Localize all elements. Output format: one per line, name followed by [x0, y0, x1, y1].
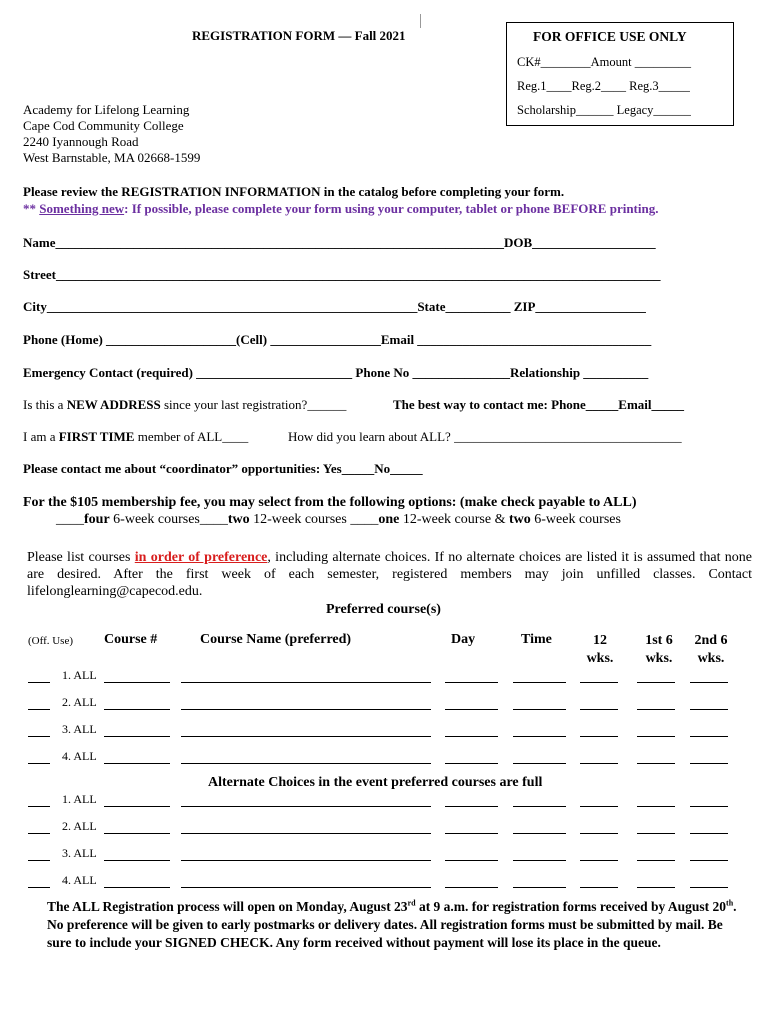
mailing-address	[23, 102, 200, 166]
twelve-weeks-blank[interactable]	[580, 682, 618, 683]
footer-sup2: th	[726, 898, 734, 908]
office-reg-line: Reg.1____Reg.2____ Reg.3_____	[517, 79, 690, 93]
office-use-blank[interactable]	[28, 709, 50, 710]
option-blank: ____	[56, 512, 84, 527]
footer-part1: The ALL Registration process will open on Monday, August 23	[47, 899, 408, 914]
footer-part2: at 9 a.m. for registration forms received by August 20	[415, 899, 727, 914]
course-name-blank[interactable]	[181, 887, 431, 888]
office-use-blank[interactable]	[28, 806, 50, 807]
first-six-blank[interactable]	[637, 860, 675, 861]
street-field[interactable]: Street_____________________________________________________________________________________________	[23, 267, 661, 282]
office-check-line: CK#________Amount _________	[517, 55, 691, 69]
option-two-text: 12-week courses ____	[249, 512, 379, 527]
day-blank[interactable]	[445, 887, 498, 888]
first-time-question[interactable]	[23, 429, 248, 445]
course-number-blank[interactable]	[104, 887, 170, 888]
footer-part3: . No preference will be given to early postmarks or delivery dates. All registration forms must be submitted by mail. Be sure to include your SIGNED CHECK. Any form received without payment will lose its place in the queue.	[47, 899, 737, 950]
option-two-six: two	[508, 512, 531, 527]
notice-body: : If possible, please complete your form using your computer, tablet or phone BEFORE printing.	[124, 201, 659, 216]
option-one: one	[378, 512, 400, 527]
first-six-weeks-header	[636, 632, 682, 668]
city-state-zip-field[interactable]: City_________________________________________________________State__________ ZIP_________________	[23, 299, 646, 314]
day-blank[interactable]	[445, 736, 498, 737]
twelve-weeks-blank[interactable]	[580, 860, 618, 861]
office-use-blank[interactable]	[28, 682, 50, 683]
time-header: Time	[521, 632, 552, 647]
second-six-blank[interactable]	[690, 860, 728, 861]
course-name-blank[interactable]	[181, 860, 431, 861]
twelve-weeks-header	[582, 632, 618, 668]
phone-email-field[interactable]: Phone (Home) ____________________(Cell) _________________Email ____________________________________	[23, 332, 652, 347]
time-blank[interactable]	[513, 763, 566, 764]
first-six-blank[interactable]	[637, 833, 675, 834]
new-address-pre: Is this a	[23, 397, 67, 412]
address-line: West Barnstable, MA 02668-1599	[23, 150, 201, 165]
option-two-six-text: 6-week courses	[530, 512, 621, 527]
course-number-blank[interactable]	[104, 763, 170, 764]
second-six-top: 2nd 6	[694, 633, 728, 648]
membership-options[interactable]	[56, 512, 621, 528]
second-six-blank[interactable]	[690, 806, 728, 807]
course-name-blank[interactable]	[181, 763, 431, 764]
first-time-bold: FIRST TIME	[58, 429, 135, 444]
membership-fee-heading: For the $105 membership fee, you may select from the following options: (make check payable to ALL)	[23, 495, 637, 510]
office-use-blank[interactable]	[28, 887, 50, 888]
review-notice: Please review the REGISTRATION INFORMATION in the catalog before completing your form.	[23, 184, 565, 199]
preferred-courses-heading: Preferred course(s)	[326, 602, 441, 617]
row-label: 2. ALL	[62, 695, 97, 709]
row-label: 2. ALL	[62, 819, 97, 833]
row-label: 1. ALL	[62, 668, 97, 682]
office-scholarship-line: Scholarship______ Legacy______	[517, 103, 691, 117]
time-blank[interactable]	[513, 833, 566, 834]
order-of-preference-highlight: in order of preference	[134, 550, 268, 565]
form-title: REGISTRATION FORM — Fall 2021	[192, 28, 406, 43]
twelve-weeks-blank[interactable]	[580, 833, 618, 834]
footer-sup1: rd	[407, 898, 416, 908]
instructions-post: , including alternate choices. If no alternate choices are listed it is assumed that none are desired. After the first week of each semester, registered members may join unfilled classes. Contact lifelonglearning@capecod.edu.	[27, 550, 753, 599]
first-six-blank[interactable]	[637, 682, 675, 683]
day-blank[interactable]	[445, 682, 498, 683]
day-header: Day	[451, 632, 476, 647]
first-six-blank[interactable]	[637, 806, 675, 807]
twelve-weeks-bottom: wks.	[586, 651, 614, 666]
first-six-blank[interactable]	[637, 736, 675, 737]
new-address-bold: NEW ADDRESS	[66, 397, 161, 412]
row-label: 3. ALL	[62, 722, 97, 736]
emergency-contact-field[interactable]: Emergency Contact (required) ________________________ Phone No _______________Relationship __________	[23, 365, 649, 380]
address-line: 2240 Iyannough Road	[23, 134, 139, 149]
time-blank[interactable]	[513, 709, 566, 710]
second-six-blank[interactable]	[690, 833, 728, 834]
office-use-blank[interactable]	[28, 860, 50, 861]
second-six-blank[interactable]	[690, 682, 728, 683]
time-blank[interactable]	[513, 887, 566, 888]
course-name-blank[interactable]	[181, 736, 431, 737]
twelve-weeks-blank[interactable]	[580, 887, 618, 888]
new-feature-notice	[23, 201, 658, 217]
address-line: Cape Cod Community College	[23, 118, 184, 133]
name-dob-field[interactable]: Name_____________________________________________________________________DOB___________________	[23, 235, 656, 250]
office-use-blank[interactable]	[28, 833, 50, 834]
second-six-blank[interactable]	[690, 887, 728, 888]
second-six-blank[interactable]	[690, 709, 728, 710]
course-number-blank[interactable]	[104, 682, 170, 683]
twelve-weeks-blank[interactable]	[580, 763, 618, 764]
first-six-top: 1st 6	[645, 633, 673, 648]
alternate-choices-heading: Alternate Choices in the event preferred courses are full	[208, 775, 543, 790]
option-four-text: 6-week courses____	[109, 512, 228, 527]
row-label: 4. ALL	[62, 873, 97, 887]
course-name-blank[interactable]	[181, 806, 431, 807]
course-name-blank[interactable]	[181, 709, 431, 710]
first-time-post: member of ALL____	[134, 429, 249, 444]
twelve-weeks-blank[interactable]	[580, 736, 618, 737]
second-six-blank[interactable]	[690, 763, 728, 764]
first-six-blank[interactable]	[637, 709, 675, 710]
day-blank[interactable]	[445, 709, 498, 710]
day-blank[interactable]	[445, 763, 498, 764]
new-address-post: since your last registration?______	[160, 397, 347, 412]
day-blank[interactable]	[445, 833, 498, 834]
first-six-blank[interactable]	[637, 887, 675, 888]
office-use-column-header: (Off. Use)	[28, 635, 74, 647]
course-number-header: Course #	[104, 632, 158, 647]
row-label: 1. ALL	[62, 792, 97, 806]
second-six-bottom: wks.	[697, 651, 725, 666]
course-number-blank[interactable]	[104, 806, 170, 807]
time-blank[interactable]	[513, 736, 566, 737]
office-use-heading: FOR OFFICE USE ONLY	[533, 29, 687, 44]
something-new-label: Something new	[39, 201, 125, 216]
time-blank[interactable]	[513, 682, 566, 683]
twelve-weeks-blank[interactable]	[580, 709, 618, 710]
course-number-blank[interactable]	[104, 833, 170, 834]
office-use-blank[interactable]	[28, 736, 50, 737]
learn-about-field[interactable]: How did you learn about ALL? ___________________________________	[288, 429, 682, 444]
second-six-weeks-header	[688, 632, 734, 668]
second-six-blank[interactable]	[690, 736, 728, 737]
instructions-pre: Please list courses	[27, 550, 135, 565]
row-label: 4. ALL	[62, 749, 97, 763]
option-four: four	[84, 512, 110, 527]
option-one-text: 12-week course &	[399, 512, 509, 527]
course-number-blank[interactable]	[104, 736, 170, 737]
notice-prefix: **	[23, 201, 40, 216]
first-six-blank[interactable]	[637, 763, 675, 764]
course-name-blank[interactable]	[181, 833, 431, 834]
twelve-weeks-blank[interactable]	[580, 806, 618, 807]
row-label: 3. ALL	[62, 846, 97, 860]
course-number-blank[interactable]	[104, 860, 170, 861]
first-time-pre: I am a	[23, 429, 59, 444]
twelve-weeks-top: 12	[593, 633, 607, 648]
coordinator-question[interactable]: Please contact me about “coordinator” opportunities: Yes_____No_____	[23, 461, 423, 476]
office-use-blank[interactable]	[28, 763, 50, 764]
time-blank[interactable]	[513, 860, 566, 861]
address-line: Academy for Lifelong Learning	[23, 102, 190, 117]
day-blank[interactable]	[445, 806, 498, 807]
new-address-question[interactable]	[23, 397, 346, 413]
course-name-header: Course Name (preferred)	[200, 632, 352, 647]
registration-deadline-note	[47, 898, 747, 952]
course-instructions	[27, 549, 752, 600]
office-use-box	[506, 22, 734, 126]
page-marker	[420, 14, 421, 28]
course-number-blank[interactable]	[104, 709, 170, 710]
day-blank[interactable]	[445, 860, 498, 861]
option-two: two	[227, 512, 250, 527]
first-six-bottom: wks.	[645, 651, 673, 666]
time-blank[interactable]	[513, 806, 566, 807]
contact-preference-field[interactable]: The best way to contact me: Phone_____Email_____	[393, 397, 685, 412]
course-name-blank[interactable]	[181, 682, 431, 683]
